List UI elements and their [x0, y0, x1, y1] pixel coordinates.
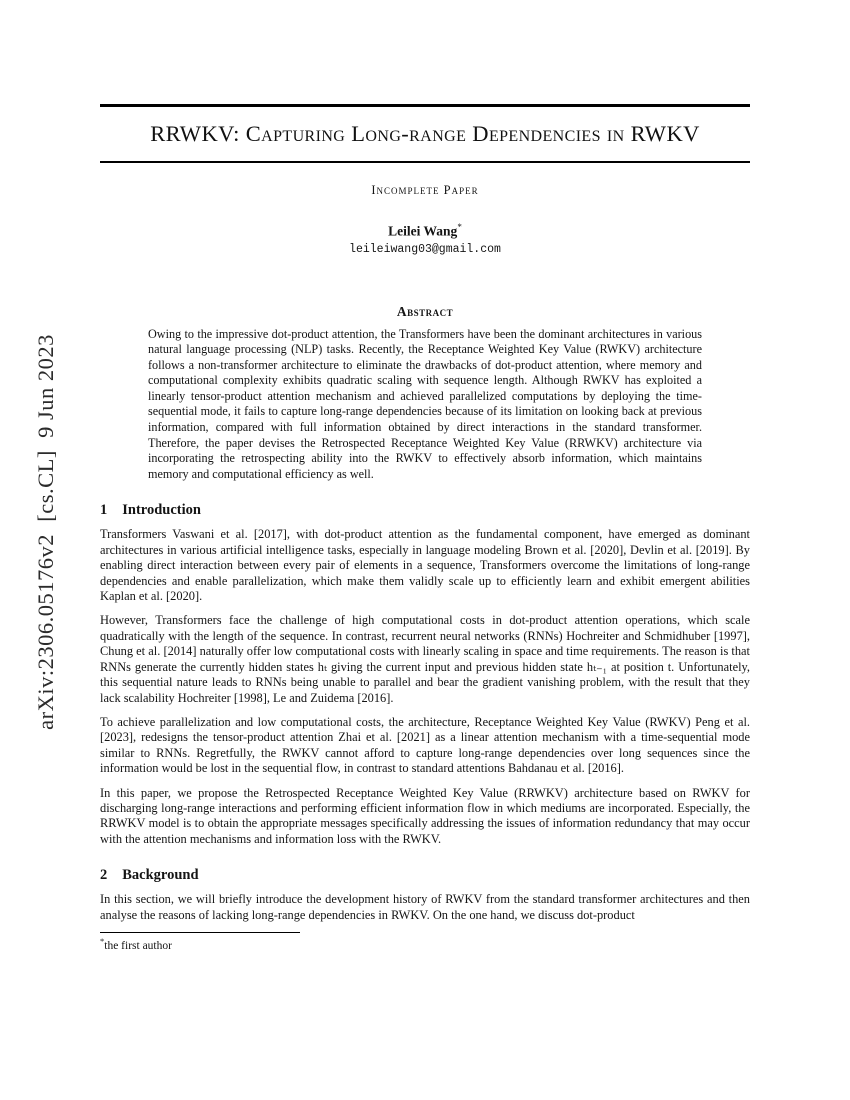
- abstract-heading: Abstract: [396, 303, 454, 319]
- footnote-text: the first author: [104, 939, 172, 952]
- footnote: [100, 936, 750, 952]
- footnote-mark: *: [100, 935, 105, 946]
- section-title: Introduction: [122, 502, 201, 519]
- paper-content-column: [100, 104, 750, 952]
- section-heading-background: [100, 867, 750, 884]
- author-block: [100, 222, 750, 240]
- footnote-block: [100, 932, 750, 952]
- section-number: 1: [100, 502, 108, 519]
- abstract-text: Owing to the impressive dot-product attention, the Transformers have been the dominant architectures in various natural language processing (NLP) tasks. Recently, the Receptance Weighted Key Value (RWKV) architecture follows a non-transformer architecture to eliminate the drawbacks of dot-product attention, where memory and computational complexity exhibits quadratic scaling with sequence length. Although RWKV has exploited a linearly tensor-product attention mechanism and achieved parallelized computations by deploying the time-sequential mode, it fails to capture long-range dependencies because of its limitation on looking back at previous information, compared with full information obtained by direct interactions in the standard transformer. Therefore, the paper devises the Retrospected Receptance Weighted Key Value (RRWKV) architecture via incorporating the retrospecting ability into the RWKV to effectively absorb information, which maintains memory and computational efficiency as well.: [148, 326, 702, 481]
- title-rule-bottom: [100, 161, 750, 163]
- author-email: leileiwang03@gmail.com: [349, 242, 501, 256]
- intro-paragraph-4: In this paper, we propose the Retrospected Receptance Weighted Key Value (RRWKV) architecture based on RWKV for discharging long-range interactions and performing efficient information flow in which mediums are incorporated. Especially, the RRWKV model is to obtain the appropriate messages specifically addressing the issues of information redundancy that may occur with the attention mechanisms and information loss with the RWKV.: [100, 785, 750, 846]
- intro-paragraph-2: However, Transformers face the challenge of high computational costs in dot-product attention operations, which scale quadratically with the length of the sequence. In contrast, recurrent neural networks (RNNs) Hochreiter and Schmidhuber [1997], Chung et al. [2014] naturally offer low computational costs with linearly scaling in space and time requirements. The reason is that RNNs generate the currently hidden states hₜ giving the current input and previous hidden state hₜ₋₁ at position t. Unfortunately, this sequential nature leads to RNNs being unable to parallel and bear the gradient vanishing problem, with the result that they lack scalability Hochreiter [1998], Le and Zuidema [2016].: [100, 613, 750, 705]
- section-title: Background: [122, 867, 199, 884]
- arxiv-watermark: arXiv:2306.05176v2 [cs.CL] 9 Jun 2023: [33, 334, 58, 730]
- paper-title: RRWKV: Capturing Long-range Dependencies in RWKV: [150, 121, 700, 146]
- section-heading-introduction: [100, 502, 750, 519]
- intro-paragraph-3: To achieve parallelization and low computational costs, the architecture, Receptance Weighted Key Value (RWKV) Peng et al. [2023], redesigns the tensor-product attention Zhai et al. [2021] as a linear attention mechanism with a time-sequential mode similar to RNNs. Regretfully, the RWKV cannot afford to capture long-range dependencies over long sequences since the information would be lost in the sequential flow, in contrast to standard attentions Bahdanau et al. [2016].: [100, 714, 750, 776]
- author-footnote-mark: *: [457, 222, 462, 232]
- background-paragraph-1: In this section, we will briefly introduce the development history of RWKV from the standard transformer architectures and then analyse the reasons of lacking long-range dependencies in RWKV. On the one hand, we discuss dot-product: [100, 892, 750, 922]
- title-rule-top: [100, 104, 750, 107]
- section-number: 2: [100, 867, 108, 884]
- footnote-rule: [100, 932, 300, 933]
- paper-subtitle: Incomplete Paper: [371, 183, 479, 197]
- author-name: Leilei Wang: [388, 223, 458, 239]
- intro-paragraph-1: Transformers Vaswani et al. [2017], with dot-product attention as the fundamental component, have emerged as dominant architectures in various artificial intelligence tasks, especially in language modeling Brown et al. [2020], Devlin et al. [2019]. By enabling direct interaction between every pair of elements in a sequence, Transformers overcome the limitations of long-range dependencies and enable parallelization, which make them validly scale up to efficiently learn and exhibit emergent abilities Kaplan et al. [2020].: [100, 527, 750, 604]
